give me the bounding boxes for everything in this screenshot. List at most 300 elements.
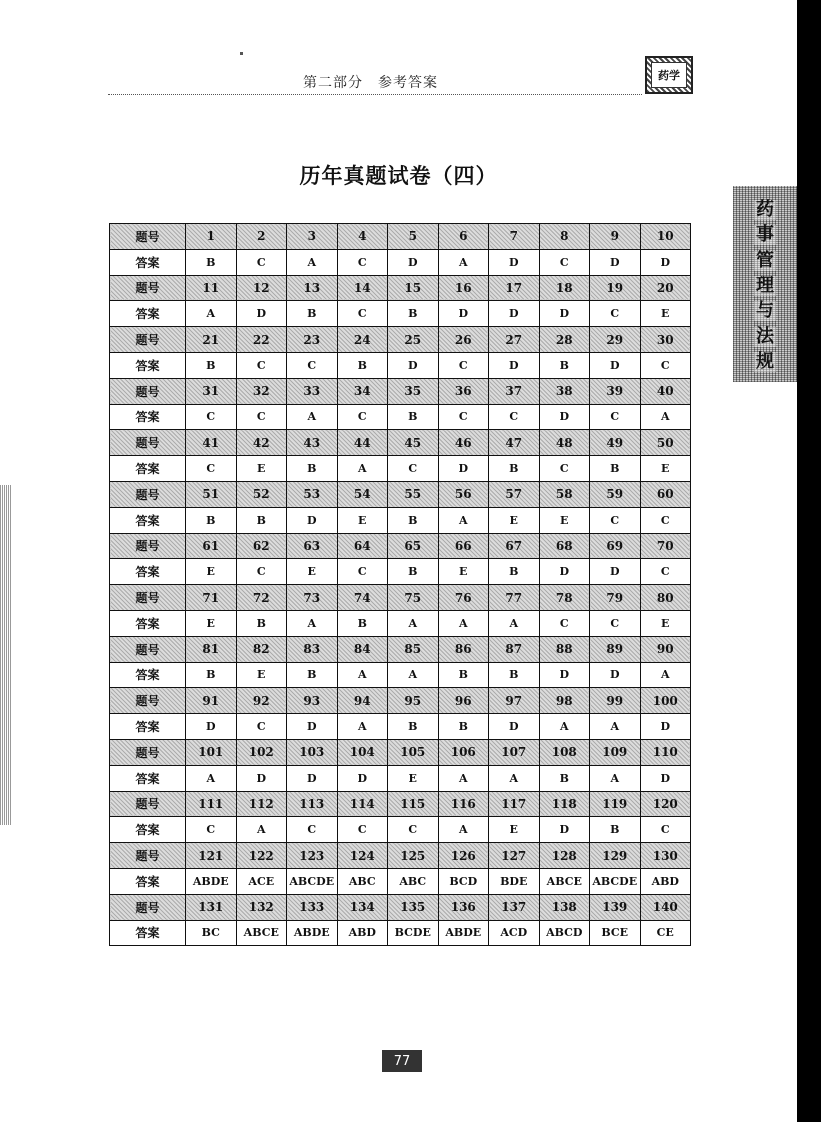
question-number-cell: 117 [489, 791, 540, 817]
answer-cell: A [438, 765, 489, 791]
question-number-cell: 101 [186, 739, 237, 765]
answer-cell: B [287, 456, 338, 482]
answer-cell: B [236, 610, 287, 636]
question-number-cell: 25 [388, 327, 439, 353]
question-number-cell: 67 [489, 533, 540, 559]
question-number-cell: 97 [489, 688, 540, 714]
question-number-cell: 37 [489, 378, 540, 404]
question-number-cell: 52 [236, 481, 287, 507]
answer-cell: ABDE [438, 920, 489, 946]
question-number-cell: 73 [287, 585, 338, 611]
binding-edge [0, 485, 12, 825]
answer-cell: D [287, 765, 338, 791]
answer-cell: A [337, 662, 388, 688]
answer-cell: D [640, 765, 691, 791]
question-number-cell: 15 [388, 275, 439, 301]
answer-cell: D [590, 559, 641, 585]
question-number-cell: 74 [337, 585, 388, 611]
question-number-cell: 32 [236, 378, 287, 404]
answer-cell: D [539, 662, 590, 688]
answer-cell: D [489, 714, 540, 740]
question-number-cell: 100 [640, 688, 691, 714]
question-number-cell: 36 [438, 378, 489, 404]
answer-cell: B [438, 714, 489, 740]
answer-cell: ACE [236, 868, 287, 894]
answer-cell: C [640, 817, 691, 843]
answer-label-cell: 答案 [110, 817, 186, 843]
answer-label-cell: 答案 [110, 610, 186, 636]
answer-cell: E [186, 610, 237, 636]
answer-cell: CE [640, 920, 691, 946]
question-number-cell: 3 [287, 224, 338, 250]
answer-row [110, 817, 691, 843]
answer-cell: A [337, 456, 388, 482]
answer-cell: B [236, 507, 287, 533]
answer-cell: C [287, 352, 338, 378]
answer-key-table [109, 223, 691, 946]
question-number-cell: 58 [539, 481, 590, 507]
question-number-row [110, 636, 691, 662]
question-number-cell: 1 [186, 224, 237, 250]
answer-cell: BCD [438, 868, 489, 894]
question-number-row [110, 481, 691, 507]
answer-cell: C [287, 817, 338, 843]
answer-cell: A [438, 610, 489, 636]
question-label-cell: 题号 [110, 481, 186, 507]
answer-cell: A [438, 249, 489, 275]
answer-cell: ABCDE [287, 868, 338, 894]
answer-cell: C [186, 456, 237, 482]
question-number-cell: 18 [539, 275, 590, 301]
answer-cell: B [539, 352, 590, 378]
answer-label-cell: 答案 [110, 868, 186, 894]
answer-cell: BC [186, 920, 237, 946]
question-number-cell: 23 [287, 327, 338, 353]
answer-cell: ABC [337, 868, 388, 894]
answer-label-cell: 答案 [110, 559, 186, 585]
answer-cell: D [438, 456, 489, 482]
question-number-cell: 108 [539, 739, 590, 765]
question-number-cell: 113 [287, 791, 338, 817]
answer-cell: ABCDE [590, 868, 641, 894]
question-number-cell: 81 [186, 636, 237, 662]
answer-cell: A [489, 765, 540, 791]
question-number-cell: 69 [590, 533, 641, 559]
question-number-cell: 41 [186, 430, 237, 456]
question-number-cell: 122 [236, 843, 287, 869]
answer-cell: D [438, 301, 489, 327]
answer-cell: ABC [388, 868, 439, 894]
answer-cell: A [590, 765, 641, 791]
answer-cell: C [640, 559, 691, 585]
answer-cell: A [539, 714, 590, 740]
answer-cell: BDE [489, 868, 540, 894]
question-number-cell: 92 [236, 688, 287, 714]
answer-cell: A [640, 404, 691, 430]
question-number-cell: 125 [388, 843, 439, 869]
question-label-cell: 题号 [110, 636, 186, 662]
question-number-cell: 78 [539, 585, 590, 611]
question-number-cell: 12 [236, 275, 287, 301]
answer-cell: C [590, 301, 641, 327]
answer-cell: E [337, 507, 388, 533]
question-number-cell: 22 [236, 327, 287, 353]
question-number-cell: 120 [640, 791, 691, 817]
side-tab-char: 理 [756, 274, 774, 296]
answer-cell: C [236, 714, 287, 740]
question-number-cell: 127 [489, 843, 540, 869]
question-number-cell: 94 [337, 688, 388, 714]
answer-cell: C [640, 352, 691, 378]
answer-cell: E [640, 610, 691, 636]
question-number-cell: 11 [186, 275, 237, 301]
question-number-cell: 63 [287, 533, 338, 559]
question-number-cell: 43 [287, 430, 338, 456]
answer-cell: E [287, 559, 338, 585]
question-number-cell: 137 [489, 894, 540, 920]
question-number-row [110, 791, 691, 817]
answer-cell: A [388, 662, 439, 688]
answer-cell: E [236, 662, 287, 688]
question-number-cell: 13 [287, 275, 338, 301]
answer-row [110, 765, 691, 791]
question-number-cell: 131 [186, 894, 237, 920]
question-number-cell: 76 [438, 585, 489, 611]
answer-label-cell: 答案 [110, 456, 186, 482]
question-number-cell: 124 [337, 843, 388, 869]
question-number-cell: 98 [539, 688, 590, 714]
answer-cell: C [337, 249, 388, 275]
answer-row [110, 456, 691, 482]
question-number-cell: 5 [388, 224, 439, 250]
question-number-row [110, 585, 691, 611]
answer-cell: C [236, 559, 287, 585]
question-number-row [110, 275, 691, 301]
answer-cell: B [388, 559, 439, 585]
question-number-cell: 89 [590, 636, 641, 662]
answer-cell: B [438, 662, 489, 688]
answer-cell: D [640, 249, 691, 275]
question-number-cell: 112 [236, 791, 287, 817]
answer-cell: A [590, 714, 641, 740]
question-number-cell: 4 [337, 224, 388, 250]
answer-cell: C [590, 404, 641, 430]
question-number-cell: 14 [337, 275, 388, 301]
answer-row [110, 352, 691, 378]
question-number-cell: 82 [236, 636, 287, 662]
question-number-cell: 103 [287, 739, 338, 765]
answer-cell: B [287, 662, 338, 688]
question-number-cell: 47 [489, 430, 540, 456]
question-number-cell: 53 [287, 481, 338, 507]
question-label-cell: 题号 [110, 585, 186, 611]
answer-row [110, 404, 691, 430]
answer-row [110, 610, 691, 636]
question-number-cell: 44 [337, 430, 388, 456]
question-number-cell: 118 [539, 791, 590, 817]
answer-row [110, 249, 691, 275]
question-number-cell: 116 [438, 791, 489, 817]
question-number-row [110, 688, 691, 714]
answer-cell: D [236, 765, 287, 791]
side-tab-char: 与 [756, 300, 774, 322]
side-tab-char: 事 [756, 224, 774, 246]
answer-row [110, 507, 691, 533]
answer-cell: C [236, 404, 287, 430]
answer-cell: C [186, 404, 237, 430]
answer-cell: A [388, 610, 439, 636]
question-label-cell: 题号 [110, 327, 186, 353]
answer-cell: B [388, 404, 439, 430]
question-number-cell: 129 [590, 843, 641, 869]
question-number-cell: 138 [539, 894, 590, 920]
answer-cell: D [489, 249, 540, 275]
question-number-cell: 111 [186, 791, 237, 817]
answer-cell: E [236, 456, 287, 482]
answer-cell: B [186, 507, 237, 533]
question-label-cell: 题号 [110, 378, 186, 404]
question-number-row [110, 894, 691, 920]
question-number-cell: 115 [388, 791, 439, 817]
answer-cell: BCE [590, 920, 641, 946]
answer-label-cell: 答案 [110, 352, 186, 378]
question-number-cell: 19 [590, 275, 641, 301]
answer-cell: ABCE [236, 920, 287, 946]
question-number-cell: 96 [438, 688, 489, 714]
question-number-cell: 10 [640, 224, 691, 250]
question-number-cell: 35 [388, 378, 439, 404]
answer-cell: B [287, 301, 338, 327]
answer-cell: B [489, 662, 540, 688]
answer-label-cell: 答案 [110, 662, 186, 688]
question-number-cell: 8 [539, 224, 590, 250]
answer-label-cell: 答案 [110, 507, 186, 533]
question-number-cell: 61 [186, 533, 237, 559]
answer-cell: A [640, 662, 691, 688]
question-number-cell: 93 [287, 688, 338, 714]
answer-row [110, 920, 691, 946]
question-number-cell: 16 [438, 275, 489, 301]
answer-cell: B [388, 301, 439, 327]
running-header [108, 64, 642, 95]
question-number-cell: 134 [337, 894, 388, 920]
answer-cell: E [489, 817, 540, 843]
question-number-cell: 105 [388, 739, 439, 765]
answer-cell: C [337, 559, 388, 585]
question-number-cell: 133 [287, 894, 338, 920]
question-number-row [110, 378, 691, 404]
answer-cell: D [489, 352, 540, 378]
question-number-cell: 99 [590, 688, 641, 714]
question-number-cell: 33 [287, 378, 338, 404]
header-section-title: 第二部分 参考答案 [303, 75, 438, 91]
question-number-cell: 128 [539, 843, 590, 869]
question-number-cell: 106 [438, 739, 489, 765]
question-number-cell: 130 [640, 843, 691, 869]
answer-cell: D [539, 817, 590, 843]
answer-cell: D [489, 301, 540, 327]
question-number-cell: 21 [186, 327, 237, 353]
question-number-cell: 110 [640, 739, 691, 765]
side-tab-char: 管 [756, 249, 774, 271]
question-number-cell: 90 [640, 636, 691, 662]
answer-cell: B [388, 714, 439, 740]
answer-cell: C [337, 404, 388, 430]
question-number-cell: 84 [337, 636, 388, 662]
question-number-cell: 77 [489, 585, 540, 611]
question-number-cell: 24 [337, 327, 388, 353]
question-number-cell: 126 [438, 843, 489, 869]
answer-label-cell: 答案 [110, 765, 186, 791]
question-label-cell: 题号 [110, 224, 186, 250]
answer-cell: C [186, 817, 237, 843]
question-number-row [110, 533, 691, 559]
answer-cell: E [640, 456, 691, 482]
question-label-cell: 题号 [110, 430, 186, 456]
answer-cell: B [186, 352, 237, 378]
answer-cell: C [236, 352, 287, 378]
page-title: 历年真题试卷（四） [299, 164, 498, 188]
answer-cell: A [186, 765, 237, 791]
question-number-cell: 7 [489, 224, 540, 250]
answer-cell: A [337, 714, 388, 740]
question-number-cell: 85 [388, 636, 439, 662]
question-number-cell: 109 [590, 739, 641, 765]
answer-cell: ABD [640, 868, 691, 894]
answer-cell: E [186, 559, 237, 585]
answer-cell: A [489, 610, 540, 636]
question-number-cell: 72 [236, 585, 287, 611]
scan-speck [240, 52, 243, 55]
question-number-cell: 104 [337, 739, 388, 765]
question-number-cell: 29 [590, 327, 641, 353]
question-number-cell: 62 [236, 533, 287, 559]
question-number-cell: 27 [489, 327, 540, 353]
answer-cell: C [489, 404, 540, 430]
question-number-cell: 9 [590, 224, 641, 250]
answer-cell: D [539, 301, 590, 327]
question-number-cell: 119 [590, 791, 641, 817]
question-number-cell: 6 [438, 224, 489, 250]
answer-cell: E [388, 765, 439, 791]
answer-cell: D [388, 352, 439, 378]
answer-cell: C [388, 817, 439, 843]
question-number-cell: 121 [186, 843, 237, 869]
answer-cell: D [590, 352, 641, 378]
question-label-cell: 题号 [110, 843, 186, 869]
answer-cell: B [388, 507, 439, 533]
answer-cell: A [287, 249, 338, 275]
side-tab-char: 药 [756, 199, 774, 220]
answer-cell: D [236, 301, 287, 327]
answer-cell: A [236, 817, 287, 843]
answer-cell: B [337, 610, 388, 636]
question-number-cell: 80 [640, 585, 691, 611]
question-number-cell: 59 [590, 481, 641, 507]
question-number-cell: 136 [438, 894, 489, 920]
page-number: 77 [382, 1050, 422, 1072]
answer-cell: B [186, 249, 237, 275]
answer-cell: A [438, 817, 489, 843]
question-number-cell: 46 [438, 430, 489, 456]
question-number-cell: 30 [640, 327, 691, 353]
answer-label-cell: 答案 [110, 920, 186, 946]
answer-cell: A [287, 610, 338, 636]
question-number-cell: 34 [337, 378, 388, 404]
question-number-row [110, 843, 691, 869]
question-number-cell: 79 [590, 585, 641, 611]
question-number-cell: 123 [287, 843, 338, 869]
answer-label-cell: 答案 [110, 249, 186, 275]
answer-cell: C [337, 301, 388, 327]
question-number-cell: 91 [186, 688, 237, 714]
answer-row [110, 301, 691, 327]
question-number-cell: 102 [236, 739, 287, 765]
answer-cell: C [236, 249, 287, 275]
answer-cell: A [287, 404, 338, 430]
question-number-row [110, 327, 691, 353]
question-number-cell: 28 [539, 327, 590, 353]
answer-cell: C [590, 507, 641, 533]
question-number-cell: 107 [489, 739, 540, 765]
answer-cell: C [438, 404, 489, 430]
side-tab-char: 规 [756, 350, 774, 372]
answer-cell: D [287, 714, 338, 740]
question-number-cell: 75 [388, 585, 439, 611]
answer-cell: C [539, 249, 590, 275]
question-label-cell: 题号 [110, 894, 186, 920]
question-number-cell: 31 [186, 378, 237, 404]
question-number-cell: 56 [438, 481, 489, 507]
question-number-cell: 51 [186, 481, 237, 507]
question-number-cell: 42 [236, 430, 287, 456]
question-label-cell: 题号 [110, 688, 186, 714]
answer-cell: D [590, 662, 641, 688]
answer-cell: B [337, 352, 388, 378]
answer-cell: C [590, 610, 641, 636]
answer-cell: C [539, 610, 590, 636]
question-number-cell: 26 [438, 327, 489, 353]
question-number-cell: 39 [590, 378, 641, 404]
book-logo-icon [645, 56, 693, 94]
answer-cell: C [640, 507, 691, 533]
question-number-cell: 57 [489, 481, 540, 507]
answer-cell: C [539, 456, 590, 482]
question-label-cell: 题号 [110, 533, 186, 559]
answer-cell: D [186, 714, 237, 740]
answer-cell: B [539, 765, 590, 791]
question-number-cell: 55 [388, 481, 439, 507]
question-number-cell: 64 [337, 533, 388, 559]
answer-cell: E [539, 507, 590, 533]
question-number-cell: 95 [388, 688, 439, 714]
answer-cell: ABCE [539, 868, 590, 894]
question-number-cell: 68 [539, 533, 590, 559]
question-number-cell: 135 [388, 894, 439, 920]
answer-cell: ABDE [287, 920, 338, 946]
answer-cell: B [590, 817, 641, 843]
question-label-cell: 题号 [110, 275, 186, 301]
answer-cell: D [287, 507, 338, 533]
question-label-cell: 题号 [110, 791, 186, 817]
answer-cell: E [489, 507, 540, 533]
answer-cell: B [590, 456, 641, 482]
answer-cell: BCDE [388, 920, 439, 946]
answer-cell: C [388, 456, 439, 482]
question-label-cell: 题号 [110, 739, 186, 765]
question-number-cell: 60 [640, 481, 691, 507]
question-number-cell: 70 [640, 533, 691, 559]
